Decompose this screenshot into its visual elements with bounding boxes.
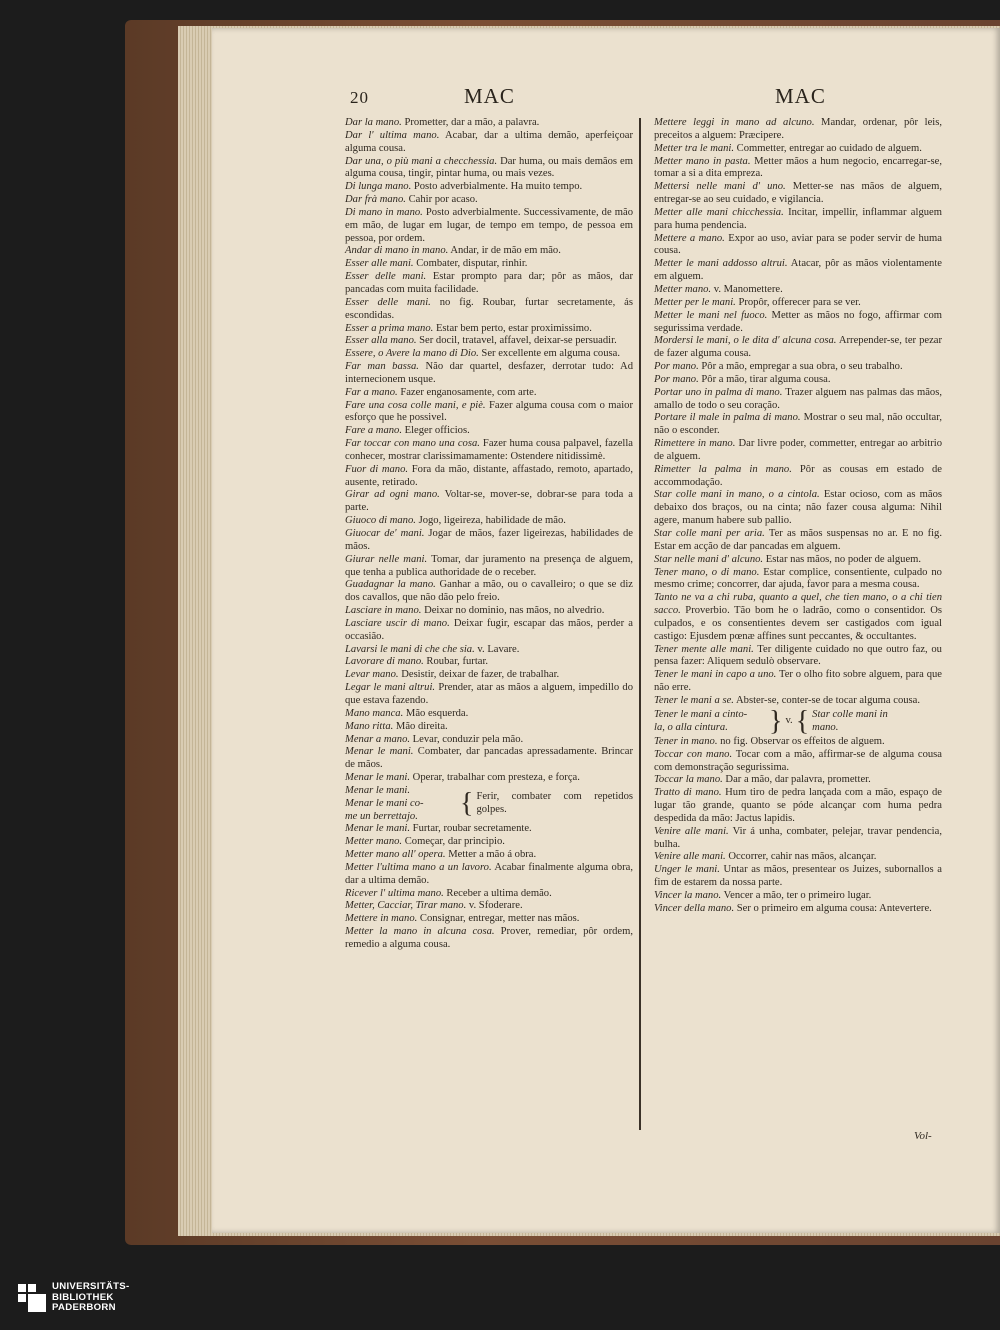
entry-definition: Commetter, entregar ao cuidado de alguem. [734,142,922,154]
entry-definition: Atacar, pôr as mãos violentamente em alguem. [654,258,942,283]
entry-headword: Esser alla mano. [345,335,417,347]
entry-definition: Voltar-se, mover-se, dobrar-se para toda a parte. [345,489,634,514]
entry-definition: Roubar, furtar. [423,656,489,668]
entry-headword: Star colle mani in mano, o a cintola. [654,489,820,501]
entry-headword: Fare una cosa colle mani, e piè. [345,399,486,411]
entry-headword: Metter mano. [654,283,712,295]
entry-headword: Metter mano all' opera. [345,849,446,861]
dictionary-entry [345,323,633,336]
entry-definition: Ter o olho fito sobre alguem, para que não erre. [654,669,942,694]
entry-headword: Mano manca. [345,707,404,719]
dictionary-entry [345,836,633,849]
dictionary-entry [345,579,633,605]
reference-target-line: Star colle mani in [812,708,888,720]
dictionary-entry [654,489,942,528]
entry-headword: Menar a mano. [345,733,411,745]
entry-definition: Fazer huma cousa palpavel, fazella conhecer, mostrar clarissimamamente: Ostendere nitidissimè. [345,438,633,462]
grouped-definition: Ferir, combater com repetidos golpes. [476,791,633,816]
dictionary-entry [345,913,633,926]
entry-definition: Ter diligente cuidado no que outro faz, ou pensa fazer: Aliquem sedulò observare. [654,643,942,668]
entry-headword: Venire alle mani. [654,825,729,837]
entry-headword: Metter le mani addosso altrui. [654,258,788,270]
entry-definition: Começar, dar principio. [402,836,505,848]
entry-definition: Andar, ir de mão em mão. [448,245,561,257]
entry-headword: Andar di mano in mano. [345,245,449,257]
entry-headword: Mettere a mano. [654,232,725,244]
entry-headword: Far toccar con mano una cosa. [345,438,480,450]
dictionary-entry [345,117,633,130]
entry-headword: Fuor di mano. [345,463,409,475]
entry-headword: Star colle mani per aria. [654,528,765,539]
reference-target [812,709,942,735]
dictionary-entry [654,864,942,890]
entry-headword: Venire alle mani. [654,851,726,863]
entry-definition: Furtar, roubar secretamente. [410,823,532,835]
dictionary-entry [345,515,633,528]
entry-definition: Não dar quartel, desfazer, derrotar tudo: Ad internecionem usque. [345,361,634,385]
brace-icon: { [795,705,810,737]
entry-definition: Cahir por acaso. [405,194,478,206]
entry-definition: Ter as mãos suspensas no ar. E no fig. Estar em acção de dar pancadas em alguem. [654,528,942,552]
entry-headword: Giurar nelle mani. [345,553,428,565]
entry-definition: Estar ocioso, com as mãos debaixo dos braços, ou na cinta; não fazer cousa alguma: Nihil agere, manum habere sub pallio. [654,489,942,527]
dictionary-entry [345,245,633,258]
dictionary-entry [654,258,942,284]
dictionary-entry [345,644,633,657]
dictionary-entry [654,156,942,182]
dictionary-entry [345,849,633,862]
entry-definition: Hum tiro de pedra lançada com a mão, espaço de lugar tão grande, quanto se póde alcançar com huma pedra despedida da mão: Jactus lapidis. [654,787,942,824]
dictionary-entry [345,464,633,490]
entry-definition: Dar livre poder, commetter, entregar ao arbitrio de alguem. [654,438,943,462]
entry-headword: Portar uno in palma di mano. [654,386,783,398]
brace-icon: { [460,788,474,820]
dictionary-entry [345,708,633,721]
dictionary-entry [345,348,633,361]
library-logo-mark-icon [18,1284,46,1312]
entry-headword: Dar frà mano. [345,194,406,206]
entry-definition: Ser excellente em alguma cousa. [478,348,620,360]
dictionary-entry [654,412,942,438]
entry-definition: Mostrar o seu mal, não occultar, não o esconder. [654,412,942,437]
entry-headword: Giuocar de' mani. [345,528,425,539]
dictionary-entry [345,156,633,182]
dictionary-entry [654,181,942,207]
dictionary-entry [654,207,942,233]
entry-definition: Estar bem perto, estar proximissimo. [433,322,592,334]
entry-headword: Tener le mani a se. [654,694,734,706]
entry-definition: Dar huma, ou mais demãos em alguma cousa, tingir, pintar huma, ou mais vezes. [345,155,633,180]
entry-definition: Tocar com a mão, affirmar-se de alguma cousa com demonstração segurissima. [654,748,942,773]
dictionary-entry [654,464,942,490]
entry-definition: Vir á unha, combater, pelejar, travar pendencia, bulha. [654,825,942,850]
entry-definition: Deixar fugir, escapar das mãos, perder a occasião. [345,617,634,642]
dictionary-entry [345,297,633,323]
dictionary-entry [654,335,942,361]
dictionary-entry [345,618,633,644]
entry-headword: Di lunga mano. [345,181,412,193]
entry-definition: Jogar de mãos, fazer ligeirezas, habilidades de mãos. [345,528,633,552]
dictionary-entry [654,890,942,903]
dictionary-entry [654,387,942,413]
dictionary-entry [345,656,633,669]
entry-definition: Deixar no dominio, nas mãos, no alvedrio. [421,605,605,617]
entry-headword: Tener in mano. [654,735,718,747]
dictionary-entry [654,117,942,143]
dictionary-entry [654,592,942,643]
entry-definition: Prender, atar as mãos a alguem, impedillo do que estava fazendo. [345,682,633,706]
entry-definition: v. Sfoderare. [466,900,523,912]
entry-headword: Portare il male in palma di mano. [654,412,801,424]
entry-definition: Proverbio. Tão bom he o ladrão, como o consentidor. Os culpados, e os consentientes devem ser castigados com igual castigo: Ejusdem pœnæ affines sunt peccantes, & occultantes. [654,605,942,642]
dictionary-entry [654,851,942,864]
dictionary-entry [345,528,633,554]
dictionary-entry [345,926,633,952]
dictionary-entry [654,554,942,567]
reference-target-line: mano. [812,721,839,733]
entry-definition: Prover, remediar, pôr ordem, remedio a alguma cousa. [345,926,633,950]
dictionary-entry [345,823,633,836]
entry-definition: no fig. Observar os effeitos de alguem. [717,735,885,747]
dictionary-entry [654,233,942,259]
dictionary-entry [345,271,633,297]
column-divider [639,118,641,1130]
entry-definition: Fazer enganosamente, com arte. [397,386,537,398]
entry-headword: Metter alle mani chicchessia. [654,206,784,218]
entry-headword: Metter mano in pasta. [654,155,751,167]
grouped-entry [654,705,942,737]
dictionary-entry [654,736,942,749]
entry-headword: Dar una, o più mani a checchessia. [345,155,498,167]
entry-definition: Operar, trabalhar com presteza, e força. [410,772,580,784]
dictionary-entry [345,772,633,785]
entry-definition: Metter a mão á obra. [445,849,537,861]
entry-definition: Metter-se nas mãos de alguem, entregar-se ao seu cuidado, e vigilancia. [654,181,942,206]
running-head-right: MAC [775,84,826,108]
library-logo [18,1282,129,1314]
entry-definition: Estar nas mãos, no poder de alguem. [763,553,922,565]
brace-icon: } [769,705,783,737]
entry-headword: Lasciare in mano. [345,605,422,617]
entry-definition: v. Lavare. [474,643,520,655]
entry-headword: Mordersi le mani, o le dita d' alcuna cosa. [654,335,837,347]
entry-definition: Ganhar a mão, ou o cavalleiro; o que se diz dos cavallos, que não dão pelo freio. [345,579,633,604]
dictionary-entry [654,143,942,156]
dictionary-entry [345,207,633,246]
page-number: 20 [350,88,369,107]
entry-headword: Vincer la mano. [654,889,722,901]
dictionary-entry [345,387,633,400]
dictionary-entry [345,400,633,426]
entry-headword: Girar ad ogni mano. [345,489,440,501]
entry-headword: Mettere in mano. [345,913,418,925]
entry-headword: Menar le mani. [345,772,411,784]
entry-definition: Metter mãos a hum negocio, encarregar-se, tomar a si a dita empreza. [654,155,942,180]
running-head-left: MAC [464,84,515,108]
entry-definition: Prometter, dar a mão, a palavra. [401,117,540,128]
grouped-entry [345,785,633,824]
entry-definition: Pôr a mão, tirar alguma cousa. [698,373,831,385]
entry-headword: Levar mano. [345,669,399,681]
entry-definition: Fazer alguma cousa com o maior esforço que he possivel. [345,399,633,424]
entry-definition: Combater, disputar, rinhir. [413,258,528,270]
entry-definition: Combater, dar pancadas apressadamente. Brincar de mãos. [345,746,633,771]
dictionary-entry [654,361,942,374]
entry-headword: Metter tra le mani. [654,142,735,154]
entry-definition: no fig. Roubar, furtar secretamente, ás escondidas. [345,296,633,321]
dictionary-entry [345,489,633,515]
dictionary-entry [345,258,633,271]
entry-headword: Tanto ne va a chi ruba, quanto a quel, che tien mano, o a chi tien sacco. [654,592,942,617]
entry-headword: Rimettere in mano. [654,438,736,450]
entry-definition: Posto adverbialmente. Successivamente, de mão em mão, de lugar em lugar, de tempo em tempo, de pessoa em pessoa, por ordem. [345,206,633,244]
entry-headword: Menar le mani. [345,823,411,835]
entry-definition: Estar complice, consentiente, culpado no mesmo crime; concorrer, dar ajuda, favor para a mesma cousa. [654,566,942,591]
dictionary-entry [345,181,633,194]
entry-definition: Ser o primeiro em alguma cousa: Antevertere. [734,902,932,914]
entry-definition: Acabar, dar a ultima demão, aperfeiçoar alguma cousa. [345,129,633,154]
dictionary-entry [654,528,942,554]
entry-headword: Essere, o Avere la mano di Dio. [345,348,479,360]
library-logo-text: UNIVERSITÄTS- BIBLIOTHEK PADERBORN [52,1281,130,1314]
entry-definition: Dar a mão, dar palavra, prometter. [722,774,871,786]
entry-definition: Ser docil, tratavel, affavel, deixar-se persuadir. [416,335,617,347]
grouped-headwords [654,709,766,735]
entry-headword: Di mano in mano. [345,206,423,218]
entry-headword: Rimetter la palma in mano. [654,463,792,475]
dictionary-entry [345,361,633,387]
dictionary-entry [654,826,942,852]
entry-definition: Fora da mão, distante, affastado, remoto, apartado, ausente, retirado. [345,463,633,488]
entry-headword: Esser delle mani. [345,296,431,308]
entry-headword: Por mano. [654,373,699,385]
dictionary-entry [654,903,942,916]
entry-headword: Esser delle mani. [345,271,427,283]
dictionary-entry [345,194,633,207]
entry-headword: Toccar con mano. [654,748,733,760]
dictionary-entry [345,438,633,464]
dictionary-entry [654,787,942,826]
dictionary-entry [345,900,633,913]
entry-headword: Fare a mano. [345,425,402,437]
dictionary-entry [345,669,633,682]
dictionary-entry [654,310,942,336]
dictionary-entry [345,605,633,618]
entry-headword: Esser a prima mano. [345,322,434,334]
dictionary-entry [345,888,633,901]
entry-definition: Propôr, offerecer para se ver. [735,296,861,308]
entry-headword: Tener mano, o di mano. [654,566,760,578]
dictionary-entry [345,425,633,438]
entry-headword: Lasciare uscir di mano. [345,617,450,629]
entry-headword: Far a mano. [345,386,398,398]
entry-definition: Tomar, dar juramento na presença de alguem, que tenha a publica authoridade de o receber. [345,553,633,578]
dictionary-entry [654,669,942,695]
entry-definition: Abster-se, conter-se de tocar alguma cousa. [733,694,921,706]
entry-definition: Consignar, entregar, metter nas mãos. [417,913,580,925]
entry-headword: Tener mente alle mani. [654,643,754,655]
entry-headword: Giuoco di mano. [345,515,416,527]
entry-headword: Lavarsi le mani di che che sia. [345,643,475,655]
entry-definition: Pôr a mão, empregar a sua obra, o seu trabalho. [698,361,903,373]
dictionary-entry [654,438,942,464]
entry-headword: Unger le mani. [654,864,720,876]
grouped-headwords [345,785,457,824]
entry-headword: Dar l' ultima mano. [345,129,440,141]
dictionary-entry [654,567,942,593]
entry-headword: Toccar la mano. [654,774,723,786]
entry-headword: Tener le mani in capo a uno. [654,669,777,681]
grouped-headword: me un berrettajo. [345,810,418,822]
right-column [654,117,942,916]
entry-definition: Incitar, impellir, inflammar alguem para huma pendencia. [654,206,942,231]
entry-headword: Metter l'ultima mano a un lavoro. [345,861,492,873]
entry-definition: Jogo, ligeireza, habilidade de mão. [415,515,566,527]
entry-headword: Vincer della mano. [654,902,735,914]
entry-definition: Trazer alguem nas palmas das mãos, amallo de todo o seu coração. [654,386,942,411]
dictionary-entry [345,130,633,156]
entry-definition: Eleger officios. [401,425,470,437]
entry-definition: Posto adverbialmente. Ha muito tempo. [411,181,583,193]
grouped-headword: la, o alla cintura. [654,721,728,733]
entry-headword: Mettere leggi in mano ad alcuno. [654,117,815,128]
catchword: Vol- [914,1130,932,1142]
entry-headword: Mano ritta. [345,720,394,732]
dictionary-entry [654,297,942,310]
entry-headword: Esser alle mani. [345,258,414,270]
entry-headword: Ricever l' ultima mano. [345,887,444,899]
dictionary-entry [345,721,633,734]
entry-definition: Desistir, deixar de fazer, de trabalhar. [398,669,560,681]
entry-definition: Mandar, ordenar, pôr leis, preceitos a alguem: Præcipere. [654,117,942,141]
dictionary-entry [654,774,942,787]
entry-headword: Metter, Cacciar, Tirar mano. [345,900,467,912]
entry-definition: Levar, conduzir pela mão. [410,733,524,745]
entry-definition: Acabar finalmente alguma obra, dar a ultima demão. [345,861,634,886]
dictionary-entry [345,734,633,747]
entry-definition: Receber a ultima demão. [443,887,552,899]
entry-headword: Lavorare di mano. [345,656,424,668]
entry-headword: Por mano. [654,361,699,373]
left-column [345,117,633,952]
dictionary-entry [654,749,942,775]
entry-headword: Metter per le mani. [654,296,736,308]
dictionary-entry [654,644,942,670]
dictionary-entry [654,284,942,297]
grouped-headword: Menar le mani co- [345,797,424,809]
entry-definition: Arrepender-se, ter pezar de fazer alguma cousa. [654,335,943,360]
dictionary-entry [345,682,633,708]
see-reference: v. [785,715,793,727]
entry-definition: Occorrer, cahir nas mãos, alcançar. [725,851,877,863]
entry-definition: Pôr as cousas em estado de accommodação. [654,463,942,488]
entry-definition: Mão direita. [393,720,448,732]
entry-headword: Menar le mani. [345,746,414,758]
dictionary-entry [345,554,633,580]
entry-headword: Far man bassa. [345,361,419,373]
entry-headword: Legar le mani altrui. [345,682,436,694]
entry-definition: Metter as mãos no fogo, affirmar com segurissima verdade. [654,309,942,334]
grouped-headword: Tener le mani a cinto- [654,708,748,720]
entry-headword: Dar la mano. [345,117,402,128]
entry-headword: Guadagnar la mano. [345,579,436,591]
entry-headword: Tratto di mano. [654,787,722,799]
entry-headword: Mettersi nelle mani d' uno. [654,181,786,193]
entry-definition: Mão esquerda. [403,707,469,719]
dictionary-entry [345,862,633,888]
entry-definition: v. Manomettere. [711,283,783,295]
entry-definition: Vencer a mão, ter o primeiro lugar. [721,889,872,901]
dictionary-entry [654,374,942,387]
entry-headword: Metter le mani nel fuoco. [654,309,768,321]
entry-definition: Estar prompto para dar; pôr as mãos, dar pancadas com muita facilidade. [345,271,633,295]
dictionary-entry [345,335,633,348]
entry-definition: Untar as mãos, presentear os Juizes, subornallos a fim de estarem da nossa parte. [654,864,942,889]
entry-definition: Expor ao uso, aviar para se poder servir de huma cousa. [654,232,942,257]
dictionary-entry [345,746,633,772]
grouped-headword: Menar le mani. [345,784,411,796]
entry-headword: Metter la mano in alcuna cosa. [345,926,495,938]
entry-headword: Metter mano. [345,836,403,848]
entry-headword: Star nelle mani d' alcuno. [654,553,764,565]
